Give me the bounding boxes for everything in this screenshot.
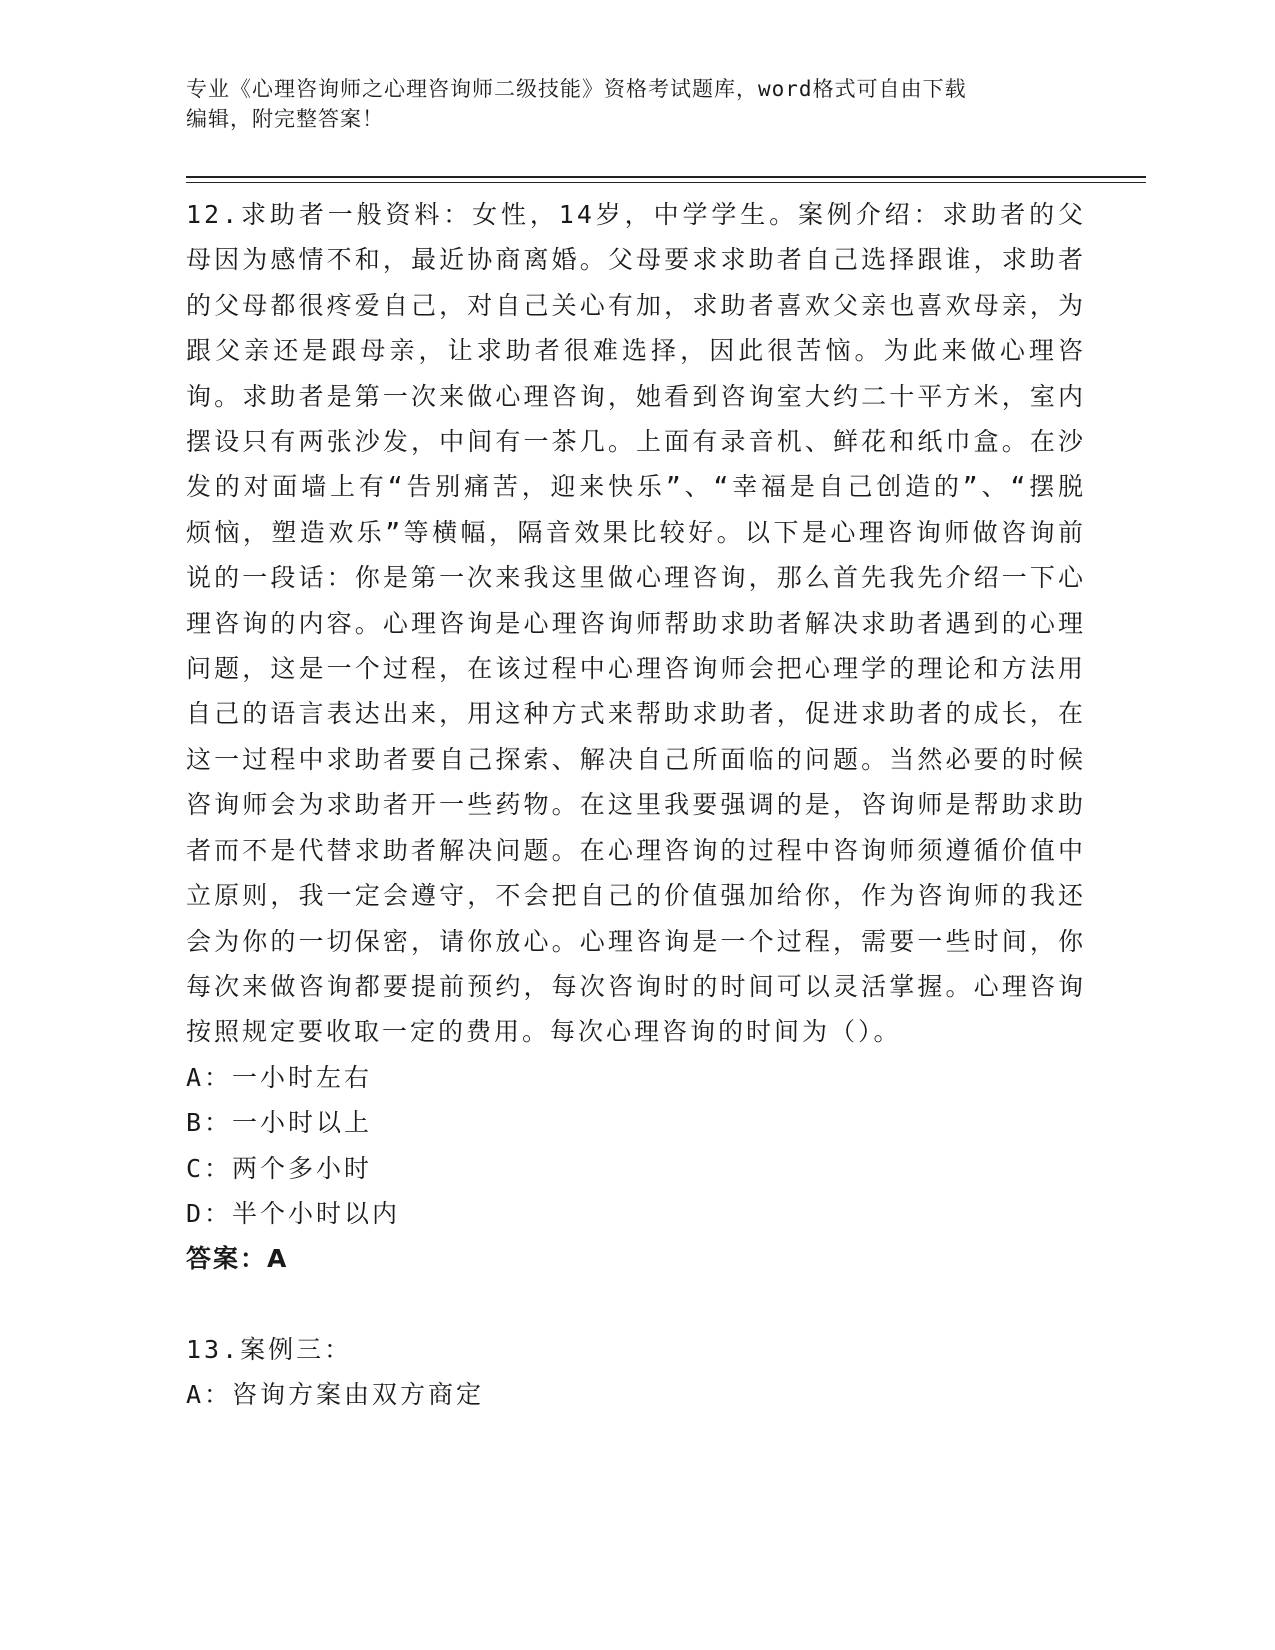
question-text: 13.案例三：: [186, 1334, 353, 1364]
question-text: 12.求助者一般资料：女性，14岁，中学学生。案例介绍：求助者的父母因为感情不和，最近协商离婚。父母要求求助者自己选择跟谁，求助者的父母都很疼爱自己，对自己关心有加，求助者喜欢父亲也喜欢母亲，为跟父亲还是跟母亲，让求助者很难选择，因此很苦恼。为此来做心理咨询。求助者是第一次来做心理咨询，她看到咨询室大约二十平方米，室内摆设只有两张沙发，中间有一茶几。上面有录音机、鲜花和纸巾盒。在沙发的对面墙上有“告别痛苦，迎来快乐”、“幸福是自己创造的”、“摆脱烦恼，塑造欢乐”等横幅，隔音效果比较好。以下是心理咨询师做咨询前说的一段话：你是第一次来我这里做心理咨询，那么首先我先介绍一下心理咨询的内容。心理咨询是心理咨询师帮助求助者解决求助者遇到的心理问题，这是一个过程，在该过程中心理咨询师会把心理学的理论和方法用自己的语言表达出来，用这种方式来帮助求助者，促进求助者的成长，在这一过程中求助者要自己探索、解决自己所面临的问题。当然必要的时候咨询师会为求助者开一些药物。在这里我要强调的是，咨询师是帮助求助者而不是代替求助者解决问题。在心理咨询的过程中咨询师须遵循价值中立原则，我一定会遵守，不会把自己的价值强加给你，作为咨询师的我还会为你的一切保密，请你放心。心理咨询是一个过程，需要一些时间，你每次来做咨询都要提前预约，每次咨询时的时间可以灵活掌握。心理咨询按照规定要收取一定的费用。每次心理咨询的时间为（）。: [186, 200, 1086, 1047]
option-a: A：咨询方案由双方商定: [186, 1380, 485, 1410]
page-header: [186, 74, 1086, 134]
option-d: D：半个小时以内: [186, 1198, 401, 1228]
question-12: [186, 192, 1086, 1282]
header-rule-thick: [186, 176, 1146, 178]
option-c: C：两个多小时: [186, 1153, 373, 1183]
question-list: [186, 192, 1086, 1418]
question-13: [186, 1327, 1086, 1418]
header-line-2: 编辑，附完整答案！: [186, 107, 384, 131]
header-rule-thin: [186, 182, 1146, 183]
option-a: A：一小时左右: [186, 1062, 373, 1092]
answer-line: 答案：A: [186, 1244, 289, 1274]
question-spacer: [186, 1282, 1086, 1327]
option-b: B：一小时以上: [186, 1108, 373, 1138]
header-line-1: 专业《心理咨询师之心理咨询师二级技能》资格考试题库，word格式可自由下载: [186, 77, 967, 101]
